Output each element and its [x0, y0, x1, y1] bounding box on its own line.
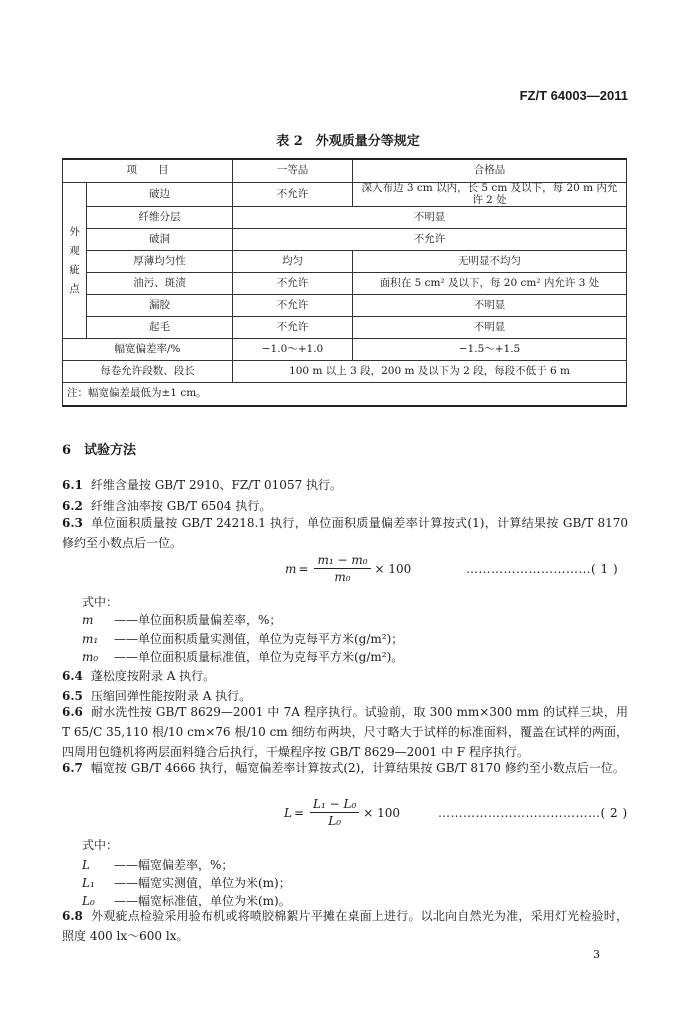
- row-first-grade: 不允许: [233, 317, 353, 339]
- table-row: [63, 207, 627, 229]
- row-item: 幅宽偏差率/%: [63, 339, 233, 361]
- row-merged-value: 100 m 以上 3 段，200 m 及以下为 2 段，每段不低于 6 m: [233, 361, 627, 383]
- formula-numerator: L₁ − L₀: [310, 797, 359, 813]
- header-item: 项 目: [63, 159, 233, 183]
- clause-text: 压缩回弹性能按附录 A 执行。: [90, 689, 252, 703]
- definition-row: m ——单位面积质量偏差率，%；: [82, 613, 282, 627]
- formula-denominator: m₀: [334, 570, 351, 584]
- where-label: 式中：: [82, 838, 119, 852]
- clause-6-2: [62, 497, 628, 514]
- clause-text: 耐水洗性按 GB/T 8629—2001 中 7A 程序执行。试验前，取 300 mm×300 mm 的试样三块，用 T 65/C 35,110 根/10 cm×76 根/10 cm 细纺布两块，尺寸略大于试样的标准面料，覆盖在试样的两面，四周用包缝机将两层面料缝合后执行，干燥程序按 GB/T 8629—2001 中 F 程序执行。: [62, 705, 628, 759]
- table-row: [63, 183, 627, 207]
- formula-numerator: m₁ − m₀: [314, 553, 370, 569]
- table-row-width-deviation: [63, 339, 627, 361]
- formula-lhs: L: [284, 805, 292, 820]
- formula-lhs: m: [285, 561, 297, 576]
- table-note-row: [63, 383, 627, 407]
- row-first-grade: 不允许: [233, 295, 353, 317]
- formula-fraction: [310, 797, 359, 828]
- formula-multiplier: × 100: [374, 561, 412, 576]
- row-item: 漏胶: [87, 295, 233, 317]
- row-first-grade: 不允许: [233, 273, 353, 295]
- clause-text: 纤维含油率按 GB/T 6504 执行。: [90, 499, 272, 513]
- header-qualified: 合格品: [353, 159, 627, 183]
- table-header-row: [63, 159, 627, 183]
- appearance-defects-group-label: 外 观 疵 点: [63, 183, 87, 339]
- table-row: [63, 273, 627, 295]
- clause-6-3: [62, 513, 628, 553]
- header-first-grade: 一等品: [233, 159, 353, 183]
- row-first-grade: 不允许: [233, 183, 353, 207]
- formula-eq: =: [293, 805, 305, 820]
- row-item: 破边: [87, 183, 233, 207]
- formula-1-leader: …………………………( 1 ): [466, 562, 619, 576]
- where-label: 式中：: [82, 595, 119, 609]
- clause-number: 6.5: [62, 689, 83, 703]
- clause-number: 6.3: [62, 516, 83, 530]
- table-row: [63, 251, 627, 273]
- definition-row: m₁ ——单位面积质量实测值，单位为克每平方米(g/m²)；: [82, 632, 404, 646]
- clause-6-6: [62, 702, 628, 762]
- definition-row: L ——幅宽偏差率，%；: [82, 858, 234, 872]
- row-item: 破洞: [87, 229, 233, 251]
- row-qualified: 无明显不均匀: [353, 251, 627, 273]
- clause-number: 6.8: [62, 909, 83, 923]
- row-item: 纤维分层: [87, 207, 233, 229]
- formula-denominator: L₀: [328, 814, 342, 828]
- row-item: 油污、斑渍: [87, 273, 233, 295]
- definition-row: L₁ ——幅宽实测值，单位为米(m)；: [82, 876, 291, 890]
- row-qualified: 不明显: [353, 317, 627, 339]
- table-note: 注：幅宽偏差最低为±1 cm。: [63, 383, 627, 407]
- row-item: 厚薄均匀性: [87, 251, 233, 273]
- clause-number: 6.1: [62, 478, 83, 492]
- formula-eq: =: [298, 561, 309, 576]
- table-title: 表 2 外观质量分等规定: [276, 134, 420, 149]
- table-row: [63, 229, 627, 251]
- table-row: [63, 295, 627, 317]
- clause-number: 6.4: [62, 669, 83, 683]
- row-item: 起毛: [87, 317, 233, 339]
- clause-6-8: [62, 906, 628, 946]
- row-qualified: 面积在 5 cm² 及以下，每 20 cm² 内允许 3 处: [353, 273, 627, 295]
- table-row: [63, 317, 627, 339]
- clause-6-7: [62, 758, 628, 778]
- formula-2: [284, 797, 400, 828]
- clause-text: 外观疵点检验采用验布机或将喷胶棉絮片平摊在桌面上进行。以北向自然光为准，采用灯光检验时，照度 400 lx～600 lx。: [62, 909, 628, 943]
- table-row-segments: [63, 361, 627, 383]
- formula-1: [285, 553, 411, 584]
- section-heading: 6 试验方法: [62, 443, 137, 458]
- clause-6-4: [62, 667, 628, 684]
- row-qualified: 不明显: [353, 295, 627, 317]
- row-first-grade: −1.0～+1.0: [233, 339, 353, 361]
- clause-text: 单位面积质量按 GB/T 24218.1 执行，单位面积质量偏差率计算按式(1)，计算结果按 GB/T 8170 修约至小数点后一位。: [62, 516, 628, 550]
- quality-grade-table: [62, 158, 627, 407]
- clause-6-1: [62, 476, 628, 493]
- row-merged-value: 不允许: [233, 229, 627, 251]
- formula-label: ( 1 ): [591, 562, 619, 576]
- clause-text: 蓬松度按附录 A 执行。: [90, 669, 216, 683]
- row-item: 每卷允许段数、段长: [63, 361, 233, 383]
- page-number: 3: [593, 948, 600, 961]
- row-merged-value: 不明显: [233, 207, 627, 229]
- row-qualified: −1.5～+1.5: [353, 339, 627, 361]
- definition-row: m₀ ——单位面积质量标准值，单位为克每平方米(g/m²)。: [82, 650, 404, 664]
- row-qualified: 深入布边 3 cm 以内，长 5 cm 及以下，每 20 m 内允许 2 处: [353, 183, 627, 207]
- formula-fraction: [314, 553, 370, 584]
- definition-row: L₀ ——幅宽标准值，单位为米(m)。: [82, 894, 291, 908]
- formula-label: ( 2 ): [600, 806, 628, 820]
- clause-number: 6.2: [62, 499, 83, 513]
- clause-number: 6.7: [62, 761, 83, 775]
- standard-code: FZ/T 64003—2011: [519, 88, 628, 103]
- clause-text: 纤维含量按 GB/T 2910、FZ/T 01057 执行。: [90, 478, 343, 492]
- formula-multiplier: × 100: [363, 805, 401, 820]
- clause-text: 幅宽按 GB/T 4666 执行，幅宽偏差率计算按式(2)，计算结果按 GB/T 8170 修约至小数点后一位。: [90, 761, 625, 775]
- formula-2-leader: …………………………………( 2 ): [438, 806, 628, 820]
- clause-number: 6.6: [62, 705, 83, 719]
- row-first-grade: 均匀: [233, 251, 353, 273]
